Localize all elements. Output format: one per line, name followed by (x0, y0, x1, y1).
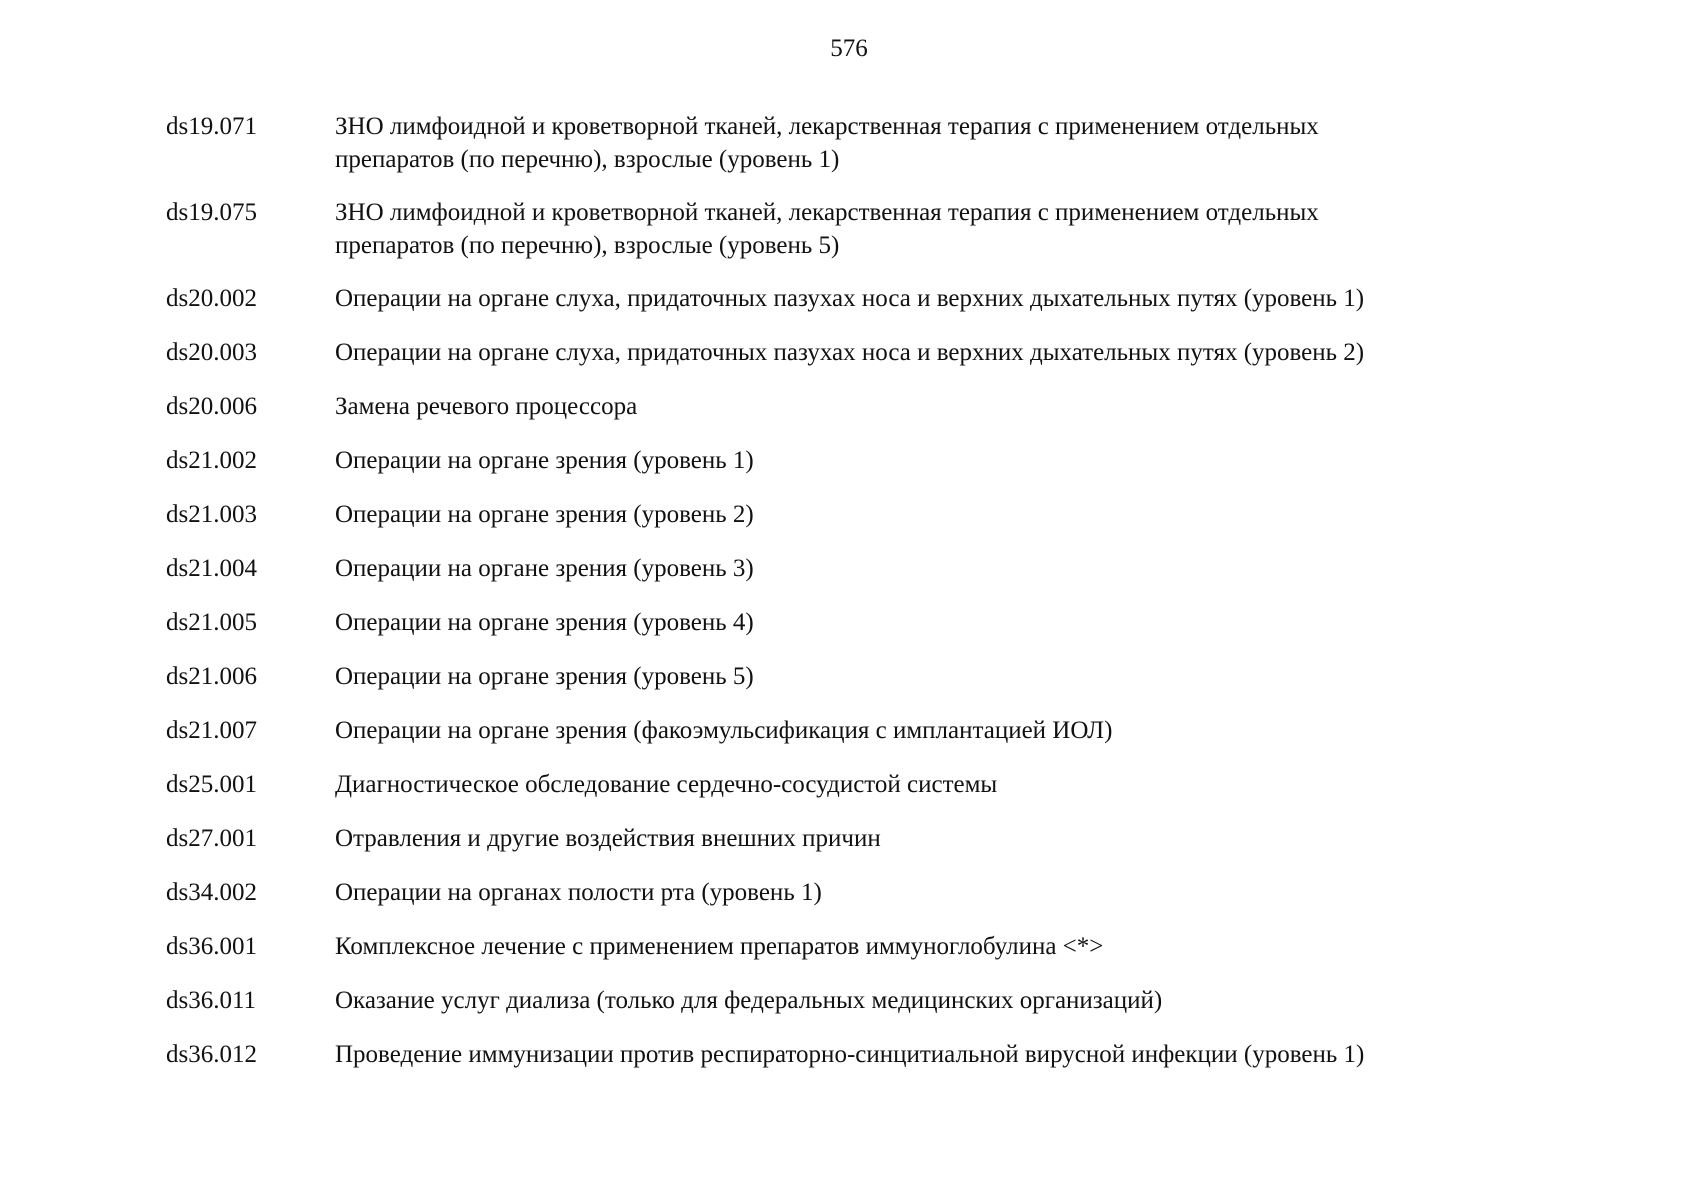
entry-code: ds21.004 (166, 555, 257, 582)
entry-row (166, 498, 1536, 531)
entry-code: ds25.001 (166, 771, 257, 798)
entry-row (166, 1038, 1536, 1071)
entry-description (335, 390, 1536, 423)
entry-list (166, 110, 1536, 1092)
entry-description (335, 660, 1536, 693)
entry-code: ds36.012 (166, 1041, 257, 1068)
entry-code: ds21.002 (166, 447, 257, 474)
entry-row (166, 110, 1536, 176)
entry-code: ds34.002 (166, 879, 257, 906)
entry-code: ds36.011 (166, 987, 257, 1014)
entry-row (166, 660, 1536, 693)
entry-description-line: препаратов (по перечню), взрослые (уровень 5) (335, 232, 840, 259)
entry-code: ds21.006 (166, 663, 257, 690)
entry-description (335, 606, 1536, 639)
entry-description (335, 984, 1536, 1017)
entry-description (335, 714, 1536, 747)
entry-description (335, 768, 1536, 801)
entry-code: ds21.005 (166, 609, 257, 636)
entry-description (335, 498, 1536, 531)
entry-description-line: Замена речевого процессора (335, 393, 638, 420)
entry-description (335, 444, 1536, 477)
entry-description-line: Операции на органе зрения (уровень 1) (335, 447, 754, 474)
page-number: 576 (830, 35, 868, 62)
entry-description (335, 552, 1536, 585)
entry-description-line: Операции на органе зрения (уровень 4) (335, 609, 754, 636)
entry-description-line: Операции на органах полости рта (уровень 1) (335, 879, 822, 906)
entry-code: ds20.002 (166, 285, 257, 312)
entry-row (166, 390, 1536, 423)
entry-description-line: Оказание услуг диализа (только для федеральных медицинских организаций) (335, 987, 1163, 1014)
entry-row (166, 930, 1536, 963)
entry-row (166, 606, 1536, 639)
entry-description (335, 1038, 1536, 1071)
entry-code: ds19.075 (166, 199, 257, 226)
entry-row (166, 876, 1536, 909)
entry-row (166, 444, 1536, 477)
entry-description-line: Операции на органе зрения (факоэмульсификация с имплантацией ИОЛ) (335, 717, 1113, 744)
entry-row (166, 336, 1536, 369)
entry-code: ds21.003 (166, 501, 257, 528)
entry-description (335, 822, 1536, 855)
entry-description-line: Проведение иммунизации против респираторно-синцитиальной вирусной инфекции (уровень 1) (335, 1041, 1365, 1068)
entry-code: ds20.003 (166, 339, 257, 366)
entry-description-line: Операции на органе зрения (уровень 2) (335, 501, 754, 528)
entry-description (335, 110, 1536, 176)
entry-description-line: Комплексное лечение с применением препаратов иммуноглобулина <*> (335, 933, 1104, 960)
entry-row (166, 552, 1536, 585)
entry-description (335, 196, 1536, 262)
entry-description-line: ЗНО лимфоидной и кроветворной тканей, лекарственная терапия с применением отдельных (335, 199, 1319, 226)
entry-row (166, 282, 1536, 315)
entry-description-line: Операции на органе слуха, придаточных пазухах носа и верхних дыхательных путях (уровень 2) (335, 339, 1365, 366)
entry-code: ds20.006 (166, 393, 257, 420)
entry-description-line: Операции на органе зрения (уровень 5) (335, 663, 754, 690)
entry-row (166, 714, 1536, 747)
entry-description-line: ЗНО лимфоидной и кроветворной тканей, лекарственная терапия с применением отдельных (335, 113, 1319, 140)
entry-description-line: Отравления и другие воздействия внешних причин (335, 825, 881, 852)
entry-description (335, 282, 1536, 315)
entry-row (166, 984, 1536, 1017)
entry-description (335, 876, 1536, 909)
entry-code: ds27.001 (166, 825, 257, 852)
entry-code: ds19.071 (166, 113, 257, 140)
entry-row (166, 196, 1536, 262)
entry-row (166, 768, 1536, 801)
entry-code: ds36.001 (166, 933, 257, 960)
entry-description-line: Диагностическое обследование сердечно-сосудистой системы (335, 771, 998, 798)
entry-description (335, 930, 1536, 963)
entry-code: ds21.007 (166, 717, 257, 744)
entry-description-line: Операции на органе зрения (уровень 3) (335, 555, 754, 582)
entry-row (166, 822, 1536, 855)
entry-description-line: Операции на органе слуха, придаточных пазухах носа и верхних дыхательных путях (уровень 1) (335, 285, 1365, 312)
entry-description (335, 336, 1536, 369)
entry-description-line: препаратов (по перечню), взрослые (уровень 1) (335, 146, 840, 173)
